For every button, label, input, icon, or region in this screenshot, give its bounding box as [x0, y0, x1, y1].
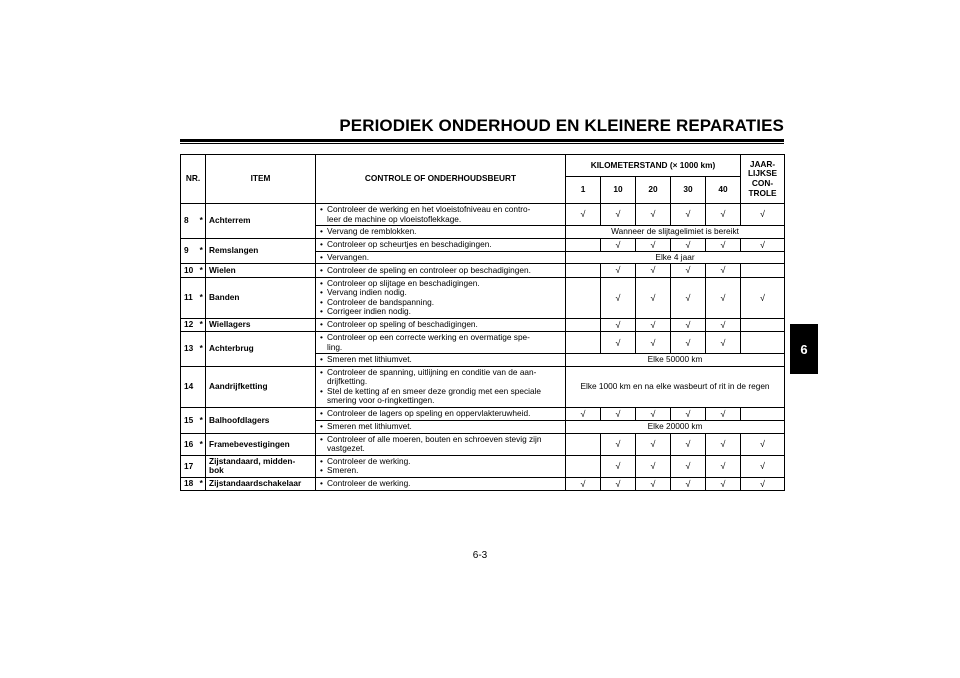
check-mark: √ — [636, 264, 671, 277]
action-list — [319, 355, 562, 365]
action-item: • Controleer de werking en het vloeistofniveau en contro- leer de machine op vloeistoflekkage. — [319, 205, 562, 224]
action-item: • Controleer de bandspanning. — [319, 298, 562, 308]
check-mark: √ — [706, 264, 741, 277]
check-mark: √ — [706, 455, 741, 477]
action-item: • Corrigeer indien nodig. — [319, 307, 562, 317]
maintenance-table — [180, 154, 785, 491]
dealer-star: * — [198, 238, 206, 264]
item-number: 15 — [181, 408, 198, 434]
action-list — [319, 205, 562, 224]
table-row — [181, 408, 785, 421]
check-mark — [566, 318, 601, 331]
check-mark — [741, 332, 785, 354]
header-annual: JAAR- LIJKSE CON- TROLE — [741, 155, 785, 204]
table-row — [181, 238, 785, 251]
check-mark: √ — [566, 408, 601, 421]
check-mark — [741, 408, 785, 421]
item-name: Achterbrug — [206, 332, 316, 367]
check-mark: √ — [601, 277, 636, 318]
item-number: 8 — [181, 204, 198, 239]
check-mark: √ — [601, 478, 636, 491]
check-mark — [566, 455, 601, 477]
table-row — [181, 366, 785, 407]
action-cell — [316, 277, 566, 318]
check-mark: √ — [671, 277, 706, 318]
check-mark: √ — [566, 478, 601, 491]
check-mark — [741, 264, 785, 277]
check-mark: √ — [706, 478, 741, 491]
item-number: 14 — [181, 366, 198, 407]
check-mark: √ — [706, 408, 741, 421]
action-item: • Smeren met lithiumvet. — [319, 355, 562, 365]
header-km-1: 1 — [566, 177, 601, 204]
check-mark: √ — [636, 455, 671, 477]
action-list — [319, 253, 562, 263]
action-cell — [316, 478, 566, 491]
action-item: • Controleer de werking. — [319, 479, 562, 489]
action-cell — [316, 332, 566, 354]
check-mark: √ — [741, 455, 785, 477]
action-cell — [316, 204, 566, 226]
check-mark — [566, 277, 601, 318]
check-mark: √ — [636, 318, 671, 331]
action-item: • Vervang indien nodig. — [319, 288, 562, 298]
header-item: ITEM — [206, 155, 316, 204]
item-name: Wiellagers — [206, 318, 316, 331]
header-km-40: 40 — [706, 177, 741, 204]
check-mark: √ — [741, 238, 785, 251]
check-mark: √ — [601, 318, 636, 331]
item-name: Wielen — [206, 264, 316, 277]
check-mark: √ — [636, 433, 671, 455]
action-list — [319, 479, 562, 489]
check-mark: √ — [671, 318, 706, 331]
check-mark: √ — [636, 238, 671, 251]
table-row — [181, 318, 785, 331]
check-mark: √ — [671, 433, 706, 455]
item-name: Remslangen — [206, 238, 316, 264]
table-row — [181, 455, 785, 477]
check-mark: √ — [671, 455, 706, 477]
action-cell — [316, 366, 566, 407]
action-item: • Controleer de lagers op speling en oppervlakteruwheid. — [319, 409, 562, 419]
table-row — [181, 204, 785, 226]
action-item: • Vervangen. — [319, 253, 562, 263]
action-list — [319, 279, 562, 317]
action-list — [319, 457, 562, 476]
check-mark: √ — [601, 455, 636, 477]
interval-note: Elke 4 jaar — [566, 251, 785, 264]
item-name: Banden — [206, 277, 316, 318]
table-row — [181, 264, 785, 277]
dealer-star: * — [198, 478, 206, 491]
check-mark: √ — [706, 277, 741, 318]
dealer-star: * — [198, 332, 206, 367]
header-nr: NR. — [181, 155, 206, 204]
action-cell — [316, 238, 566, 251]
check-mark: √ — [706, 332, 741, 354]
check-mark: √ — [601, 332, 636, 354]
check-mark: √ — [566, 204, 601, 226]
interval-note: Elke 50000 km — [566, 354, 785, 367]
item-number: 13 — [181, 332, 198, 367]
action-cell — [316, 264, 566, 277]
check-mark — [566, 332, 601, 354]
action-cell — [316, 318, 566, 331]
title-rule-thin — [180, 143, 784, 144]
check-mark: √ — [741, 204, 785, 226]
action-item: • Controleer de werking. — [319, 457, 562, 467]
table-row — [181, 277, 785, 318]
action-list — [319, 409, 562, 419]
page-title: PERIODIEK ONDERHOUD EN KLEINERE REPARATIES — [339, 116, 784, 135]
check-mark: √ — [741, 433, 785, 455]
check-mark: √ — [706, 204, 741, 226]
action-item: • Controleer op scheurtjes en beschadigingen. — [319, 240, 562, 250]
header-action: CONTROLE OF ONDERHOUDSBEURT — [316, 155, 566, 204]
check-mark: √ — [671, 408, 706, 421]
check-mark: √ — [636, 478, 671, 491]
header-km-title: KILOMETERSTAND (× 1000 km) — [566, 155, 741, 177]
action-list — [319, 368, 562, 406]
action-cell — [316, 421, 566, 434]
dealer-star: * — [198, 277, 206, 318]
dealer-star — [198, 366, 206, 407]
action-item: • Controleer op speling of beschadigingen. — [319, 320, 562, 330]
action-item: • Controleer op een correcte werking en overmatige spe- ling. — [319, 333, 562, 352]
action-list — [319, 333, 562, 352]
interval-note: Wanneer de slijtagelimiet is bereikt — [566, 226, 785, 239]
header-km-20: 20 — [636, 177, 671, 204]
header-km-10: 10 — [601, 177, 636, 204]
check-mark: √ — [671, 204, 706, 226]
dealer-star: * — [198, 204, 206, 239]
item-name: Balhoofdlagers — [206, 408, 316, 434]
table-row — [181, 433, 785, 455]
item-name: Zijstandaardschakelaar — [206, 478, 316, 491]
header-km-30: 30 — [671, 177, 706, 204]
check-mark: √ — [636, 204, 671, 226]
action-item: • Controleer de spanning, uitlijning en conditie van de aan- drijfketting. — [319, 368, 562, 387]
check-mark: √ — [636, 277, 671, 318]
item-number: 11 — [181, 277, 198, 318]
check-mark: √ — [671, 332, 706, 354]
table-row — [181, 478, 785, 491]
check-mark: √ — [706, 433, 741, 455]
action-list — [319, 240, 562, 250]
dealer-star: * — [198, 408, 206, 434]
check-mark: √ — [671, 238, 706, 251]
check-mark — [741, 318, 785, 331]
item-number: 9 — [181, 238, 198, 264]
action-item: • Stel de ketting af en smeer deze grondig met een speciale smering voor o-ringkettingen. — [319, 387, 562, 406]
dealer-star: * — [198, 433, 206, 455]
item-number: 10 — [181, 264, 198, 277]
item-number: 18 — [181, 478, 198, 491]
item-number: 12 — [181, 318, 198, 331]
action-cell — [316, 433, 566, 455]
dealer-star: * — [198, 318, 206, 331]
dealer-star — [198, 455, 206, 477]
check-mark: √ — [671, 264, 706, 277]
action-list — [319, 227, 562, 237]
check-mark — [566, 264, 601, 277]
action-cell — [316, 226, 566, 239]
action-list — [319, 422, 562, 432]
item-name: Aandrijfketting — [206, 366, 316, 407]
check-mark: √ — [741, 277, 785, 318]
check-mark: √ — [601, 238, 636, 251]
check-mark: √ — [671, 478, 706, 491]
action-item: • Controleer de speling en controleer op beschadigingen. — [319, 266, 562, 276]
item-name: Achterrem — [206, 204, 316, 239]
check-mark: √ — [601, 264, 636, 277]
page-number: 6-3 — [472, 550, 488, 561]
item-name: Framebevestigingen — [206, 433, 316, 455]
action-list — [319, 320, 562, 330]
check-mark — [566, 433, 601, 455]
check-mark: √ — [601, 433, 636, 455]
action-item: • Smeren. — [319, 466, 562, 476]
item-number: 16 — [181, 433, 198, 455]
check-mark: √ — [741, 478, 785, 491]
interval-note: Elke 20000 km — [566, 421, 785, 434]
action-cell — [316, 455, 566, 477]
item-number: 17 — [181, 455, 198, 477]
check-mark — [566, 238, 601, 251]
action-list — [319, 266, 562, 276]
action-item: • Smeren met lithiumvet. — [319, 422, 562, 432]
action-item: • Vervang de remblokken. — [319, 227, 562, 237]
action-item: • Controleer of alle moeren, bouten en schroeven stevig zijn vastgezet. — [319, 435, 562, 454]
check-mark: √ — [706, 318, 741, 331]
chapter-tab: 6 — [790, 324, 818, 374]
title-rule — [180, 139, 784, 142]
check-mark: √ — [636, 408, 671, 421]
check-mark: √ — [706, 238, 741, 251]
item-name: Zijstandaard, midden- bok — [206, 455, 316, 477]
check-mark: √ — [601, 204, 636, 226]
check-mark: √ — [636, 332, 671, 354]
dealer-star: * — [198, 264, 206, 277]
action-cell — [316, 251, 566, 264]
action-cell — [316, 408, 566, 421]
action-list — [319, 435, 562, 454]
action-cell — [316, 354, 566, 367]
check-mark: √ — [601, 408, 636, 421]
table-row — [181, 332, 785, 354]
interval-note: Elke 1000 km en na elke wasbeurt of rit in de regen — [566, 366, 785, 407]
action-item: • Controleer op slijtage en beschadigingen. — [319, 279, 562, 289]
